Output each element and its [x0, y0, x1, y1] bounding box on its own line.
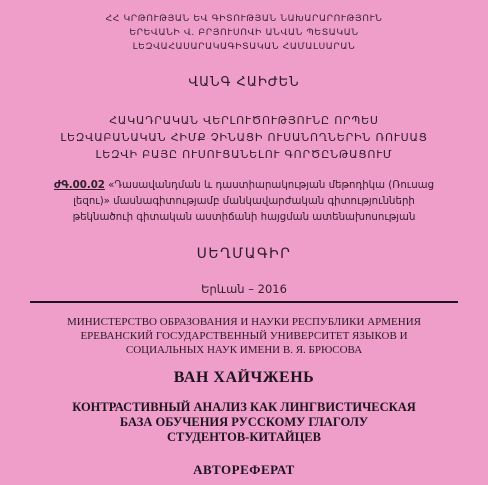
arm-author-name: ՎԱՆԳ ՀԱԻԺԵՆ: [188, 75, 300, 90]
ru-ministry-line-1: МИНИСТЕРСТВО ОБРАЗОВАНИЯ И НАУКИ РЕСПУБЛИКИ АРМЕНИЯ: [67, 316, 421, 328]
ru-doc-type: АВТОРЕФЕРАТ: [193, 462, 295, 477]
section-divider: [30, 301, 458, 303]
arm-doc-type: ՍԵՂՄԱԳԻՐ: [196, 246, 292, 262]
ru-author-name: ВАН ХАЙЧЖЕНЬ: [173, 369, 315, 386]
arm-title-line-2: ԼԵԶՎԱԲԱՆԱԿԱՆ ՀԻՄՔ ՉԻՆԱՑԻ ՈՒՍԱՆՈՂՆԵՐԻՆ ՌՈՒՍԱՑ: [60, 131, 428, 144]
ru-title-line-1: КОНТРАСТИВНЫЙ АНАЛИЗ КАК ЛИНГВИСТИЧЕСКАЯ: [72, 400, 416, 414]
arm-city-year: Երևան – 2016: [201, 282, 287, 296]
ru-title-line-2: БАЗА ОБУЧЕНИЯ РУССКОМУ ГЛАГОЛУ: [119, 415, 369, 429]
arm-ministry-line-3: ԼԵԶՎԱՀԱՍԱՐԱԿԱԳԻՏԱԿԱՆ ՀԱՄԱԼՍԱՐԱՆ: [132, 41, 356, 52]
arm-specialty-text-1: «Դասավանդման և դաստիարակության մեթոդիկա (Ռուսաց: [108, 180, 435, 191]
arm-specialty-line-1: [0, 180, 488, 191]
arm-title-line-1: ՀԱԿԱԴՐԱԿԱՆ ՎԵՐԼՈՒԾՈՒԹՅՈՒՆԸ ՈՐՊԵՍ: [109, 114, 379, 127]
arm-title-line-3: ԼԵԶՎԻ ԲԱՅԸ ՈՒՍՈՒՑԱՆԵԼՈՒ ԳՈՐԾԸՆԹԱՑՈՒՄ: [95, 148, 393, 161]
ru-ministry-line-3: СОЦИАЛЬНЫХ НАУК ИМЕНИ В. Я. БРЮСОВА: [125, 344, 363, 356]
cropped-top-fragment: [0, 0, 20, 7]
arm-specialty-line-2: լեզու)» մասնագիտությամբ մանկավարժական գիտությունների: [73, 196, 415, 207]
arm-ministry-line-1: ՀՀ ԿՐԹՈՒԹՅԱՆ ԵՎ ԳԻՏՈՒԹՅԱՆ ՆԱԽԱՐԱՐՈՒԹՅՈՒՆ: [105, 13, 383, 24]
ru-ministry-line-2: ЕРЕВАНСКИЙ ГОСУДАРСТВЕННЫЙ УНИВЕРСИТЕТ ЯЗЫКОВ И: [80, 330, 408, 342]
arm-ministry-line-2: ԵՐԵՎԱՆԻ Վ. ԲՐՅՈՒՍՈՎԻ ԱՆՎԱՆ ՊԵՏԱԿԱՆ: [129, 27, 359, 38]
arm-specialty-line-3: թեկնածուի գիտական աստիճանի հայցման ատենախոսության: [72, 212, 416, 223]
specialty-code: ԺԳ.00.02: [53, 180, 105, 191]
ru-title-line-3: СТУДЕНТОВ-КИТАЙЦЕВ: [167, 430, 321, 444]
